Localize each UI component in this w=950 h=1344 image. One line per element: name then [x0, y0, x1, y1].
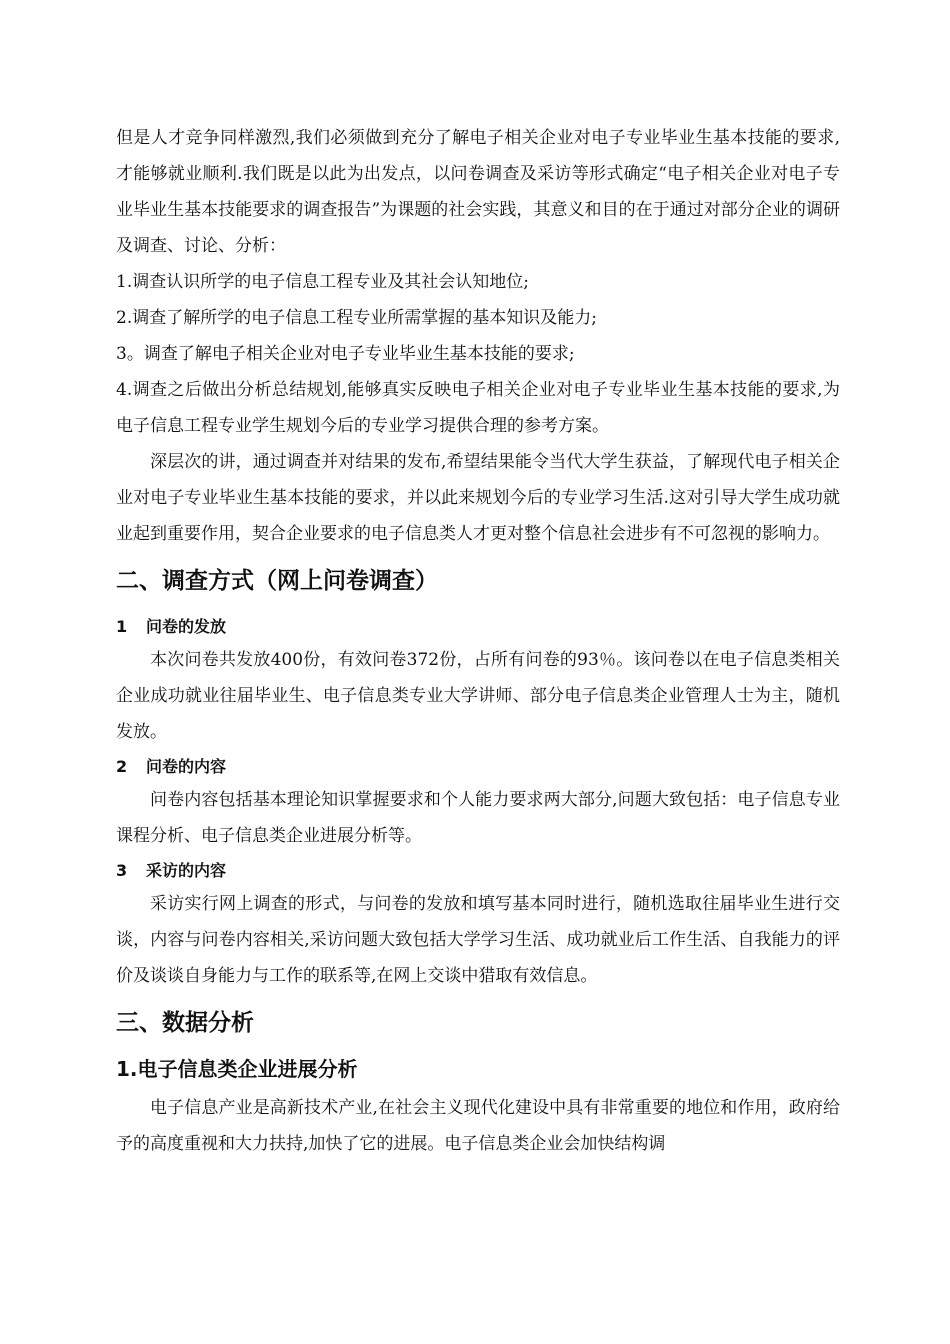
- purpose-list: [116, 264, 840, 444]
- section-heading-survey-method: 二、调查方式（网上问卷调查）: [116, 568, 438, 594]
- subheading-number: 2: [116, 757, 128, 776]
- subheading-questionnaire-content: [116, 752, 840, 782]
- subheading-title: 采访的内容: [146, 861, 227, 880]
- subheading-title: 问卷的发放: [146, 617, 227, 636]
- subheading-interview-content: [116, 856, 840, 886]
- list-item: 1.调查认识所学的电子信息工程专业及其社会认知地位;: [116, 272, 529, 292]
- document-page: [116, 120, 840, 1162]
- subheading-industry-analysis: 1.电子信息类企业进展分析: [116, 1057, 358, 1081]
- interview-content-paragraph: 采访实行网上调查的形式，与问卷的发放和填写基本同时进行，随机选取往届毕业生进行交谈，内容与问卷内容相关,采访问题大致包括大学学习生活、成功就业后工作生活、自我能力的评价及谈谈自身能力与工作的联系等,在网上交谈中猎取有效信息。: [116, 894, 840, 986]
- subheading-distribution: [116, 612, 840, 642]
- subheading-number: 1: [116, 617, 128, 636]
- questionnaire-content-paragraph: 问卷内容包括基本理论知识掌握要求和个人能力要求两大部分,问题大致包括：电子信息专业课程分析、电子信息类企业进展分析等。: [116, 790, 840, 846]
- intro-paragraph: 但是人才竞争同样激烈,我们必须做到充分了解电子相关企业对电子专业毕业生基本技能的要求,才能够就业顺利.我们既是以此为出发点，以问卷调查及采访等形式确定“电子相关企业对电子专业毕业生基本技能要求的调查报告”为课题的社会实践，其意义和目的在于通过对部分企业的调研及调查、讨论、分析：: [116, 128, 840, 256]
- section-heading-data-analysis: 三、数据分析: [116, 1010, 254, 1036]
- list-item: 3。调查了解电子相关企业对电子专业毕业生基本技能的要求;: [116, 344, 575, 364]
- list-item: 2.调查了解所学的电子信息工程专业所需掌握的基本知识及能力;: [116, 308, 597, 328]
- significance-paragraph: 深层次的讲，通过调查并对结果的发布,希望结果能令当代大学生获益，了解现代电子相关企业对电子专业毕业生基本技能的要求，并以此来规划今后的专业学习生活.这对引导大学生成功就业起到重要作用，契合企业要求的电子信息类人才更对整个信息社会进步有不可忽视的影响力。: [116, 452, 840, 544]
- industry-analysis-paragraph: 电子信息产业是高新技术产业,在社会主义现代化建设中具有非常重要的地位和作用，政府给予的高度重视和大力扶持,加快了它的进展。电子信息类企业会加快结构调: [116, 1098, 840, 1154]
- subheading-title: 问卷的内容: [146, 757, 227, 776]
- list-item: 4.调查之后做出分析总结规划,能够真实反映电子相关企业对电子专业毕业生基本技能的要求,为电子信息工程专业学生规划今后的专业学习提供合理的参考方案。: [116, 380, 840, 436]
- subheading-number: 3: [116, 861, 128, 880]
- distribution-paragraph: 本次问卷共发放400份，有效问卷372份，占所有问卷的93％。该问卷以在电子信息类相关企业成功就业往届毕业生、电子信息类专业大学讲师、部分电子信息类企业管理人士为主，随机发放。: [116, 650, 840, 742]
